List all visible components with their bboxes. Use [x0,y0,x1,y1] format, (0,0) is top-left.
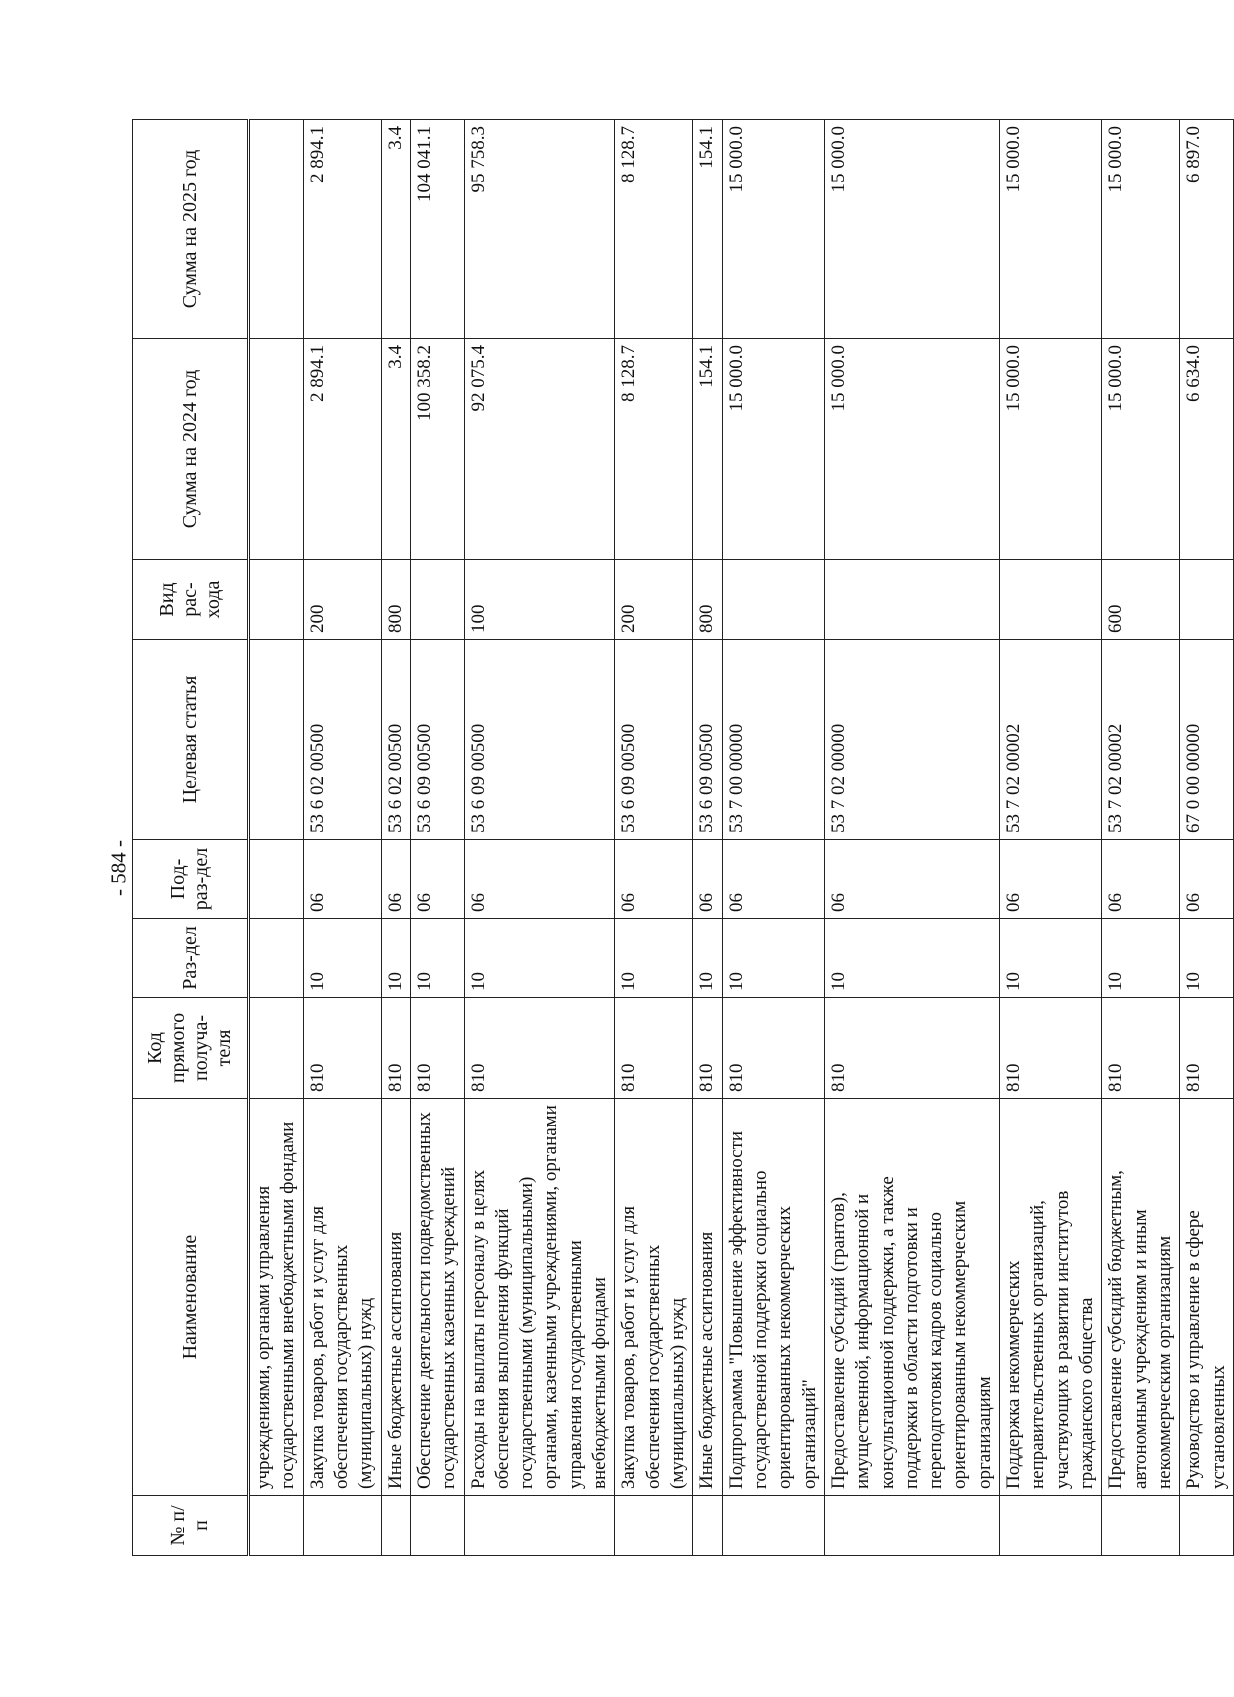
row-name: Иные бюджетные ассигнования [693,1099,722,1496]
row-sum-2024: 3.4 [381,339,410,560]
row-target-code: 53 6 09 00500 [615,640,693,840]
row-target-code: 53 6 02 00500 [303,640,381,840]
row-target-code: 53 6 09 00500 [464,640,615,840]
row-subsection: 06 [464,840,615,919]
row-sum-2024: 15 000.0 [722,339,824,560]
row-number [824,1496,999,1556]
row-number [249,1496,304,1556]
row-subsection: 06 [381,840,410,919]
row-sum-2024: 15 000.0 [1000,339,1102,560]
row-sum-2025: 104 041.1 [410,120,464,339]
row-name: Закупка товаров, работ и услуг для обеспечения государственных (муниципальных) нужд [615,1099,693,1496]
row-sum-2024: 15 000.0 [824,339,999,560]
column-header-sum-2025: Сумма на 2025 год [133,120,249,339]
column-header-num: № п/п [133,1496,249,1556]
row-target-code: 53 7 02 00000 [824,640,999,840]
row-target-code [249,640,304,840]
column-header-target: Целевая статья [133,640,249,840]
column-header-name: Наименование [133,1099,249,1496]
row-expense-type [249,560,304,640]
row-target-code: 53 6 09 00500 [693,640,722,840]
row-expense-type [410,560,464,640]
row-section: 10 [693,919,722,998]
table-row [303,120,381,1556]
row-sum-2025: 6 897.0 [1180,120,1234,339]
row-recipient-code: 810 [1000,998,1102,1099]
row-name: Иные бюджетные ассигнования [381,1099,410,1496]
row-name: Расходы на выплаты персоналу в целях обеспечения выполнения функций государственными (муниципальными) органами, казенными учреждениями, органами управления государственными внебюджетными фондами [464,1099,615,1496]
row-recipient-code: 810 [464,998,615,1099]
row-sum-2025 [249,120,304,339]
row-subsection: 06 [615,840,693,919]
row-sum-2025: 8 128.7 [615,120,693,339]
row-section: 10 [410,919,464,998]
row-name: Предоставление субсидий (грантов), имущественной, информационной и консультационной поддержки, а также поддержки в области подготовки и переподготовки кадров социально ориентированным некоммерческим организациям [824,1099,999,1496]
row-expense-type: 100 [464,560,615,640]
row-sum-2024 [249,339,304,560]
row-sum-2025: 15 000.0 [824,120,999,339]
row-section: 10 [722,919,824,998]
row-name: учреждениями, органами управления государственными внебюджетными фондами [249,1099,304,1496]
row-sum-2025: 15 000.0 [1000,120,1102,339]
row-expense-type [722,560,824,640]
table-row [693,120,722,1556]
row-recipient-code: 810 [303,998,381,1099]
table-row [615,120,693,1556]
row-expense-type [824,560,999,640]
row-number [1000,1496,1102,1556]
row-target-code: 53 6 09 00500 [410,640,464,840]
table-row [1102,120,1180,1556]
row-number [303,1496,381,1556]
row-subsection: 06 [1102,840,1180,919]
row-number [410,1496,464,1556]
row-recipient-code: 810 [722,998,824,1099]
row-section: 10 [1102,919,1180,998]
table-row [381,120,410,1556]
row-section: 10 [1180,919,1234,998]
row-section [249,919,304,998]
row-recipient-code: 810 [1102,998,1180,1099]
row-section: 10 [464,919,615,998]
row-subsection: 06 [410,840,464,919]
table-row [1000,120,1102,1556]
row-sum-2024: 15 000.0 [1102,339,1180,560]
table-row [722,120,824,1556]
row-expense-type: 800 [693,560,722,640]
row-expense-type: 200 [615,560,693,640]
row-recipient-code: 810 [381,998,410,1099]
row-target-code: 53 6 02 00500 [381,640,410,840]
row-number [1102,1496,1180,1556]
row-expense-type: 800 [381,560,410,640]
column-header-expense-type: Вид рас-хода [133,560,249,640]
table-row [464,120,615,1556]
row-recipient-code: 810 [824,998,999,1099]
column-header-sum-2024: Сумма на 2024 год [133,339,249,560]
row-sum-2024: 6 634.0 [1180,339,1234,560]
row-section: 10 [303,919,381,998]
row-number [381,1496,410,1556]
row-recipient-code: 810 [693,998,722,1099]
row-number [615,1496,693,1556]
row-number [1180,1496,1234,1556]
row-number [722,1496,824,1556]
row-sum-2025: 95 758.3 [464,120,615,339]
row-recipient-code: 810 [1180,998,1234,1099]
row-subsection: 06 [303,840,381,919]
row-name: Предоставление субсидий бюджетным, автономным учреждениям и иным некоммерческим организациям [1102,1099,1180,1496]
header-row [133,120,249,1556]
row-sum-2025: 15 000.0 [722,120,824,339]
row-sum-2025: 15 000.0 [1102,120,1180,339]
row-name: Обеспечение деятельности подведомственных государственных казенных учреждений [410,1099,464,1496]
column-header-recipient: Код прямого получа-теля [133,998,249,1099]
row-section: 10 [615,919,693,998]
row-subsection: 06 [722,840,824,919]
row-sum-2024: 92 075.4 [464,339,615,560]
row-expense-type [1180,560,1234,640]
row-sum-2024: 8 128.7 [615,339,693,560]
row-target-code: 53 7 02 00002 [1102,640,1180,840]
row-target-code: 67 0 00 00000 [1180,640,1234,840]
row-number [464,1496,615,1556]
row-subsection: 06 [1000,840,1102,919]
row-recipient-code [249,998,304,1099]
row-target-code: 53 7 02 00002 [1000,640,1102,840]
row-subsection: 06 [1180,840,1234,919]
row-sum-2024: 100 358.2 [410,339,464,560]
row-section: 10 [824,919,999,998]
row-recipient-code: 810 [615,998,693,1099]
row-expense-type: 600 [1102,560,1180,640]
row-name: Подпрограмма "Повышение эффективности государственной поддержки социально ориентированных некоммерческих организаций" [722,1099,824,1496]
row-sum-2025: 3.4 [381,120,410,339]
row-section: 10 [381,919,410,998]
row-name: Руководство и управление в сфере установленных [1180,1099,1234,1496]
table-row [249,120,304,1556]
row-subsection [249,840,304,919]
row-sum-2025: 154.1 [693,120,722,339]
row-section: 10 [1000,919,1102,998]
row-name: Поддержка некоммерческих неправительственных организаций, участвующих в развитии институтов гражданского общества [1000,1099,1102,1496]
row-expense-type: 200 [303,560,381,640]
row-name: Закупка товаров, работ и услуг для обеспечения государственных (муниципальных) нужд [303,1099,381,1496]
rotated-page-content [132,120,1229,1556]
table-row [1180,120,1234,1556]
column-header-section: Раз-дел [133,919,249,998]
row-number [693,1496,722,1556]
row-expense-type [1000,560,1102,640]
page-number: - 584 - [106,840,131,896]
row-sum-2025: 2 894.1 [303,120,381,339]
row-subsection: 06 [693,840,722,919]
column-header-subsection: Под-раз-дел [133,840,249,919]
table-row [410,120,464,1556]
row-target-code: 53 7 00 00000 [722,640,824,840]
row-recipient-code: 810 [410,998,464,1099]
row-subsection: 06 [824,840,999,919]
row-sum-2024: 154.1 [693,339,722,560]
table-row [824,120,999,1556]
row-sum-2024: 2 894.1 [303,339,381,560]
budget-table [132,119,1234,1556]
